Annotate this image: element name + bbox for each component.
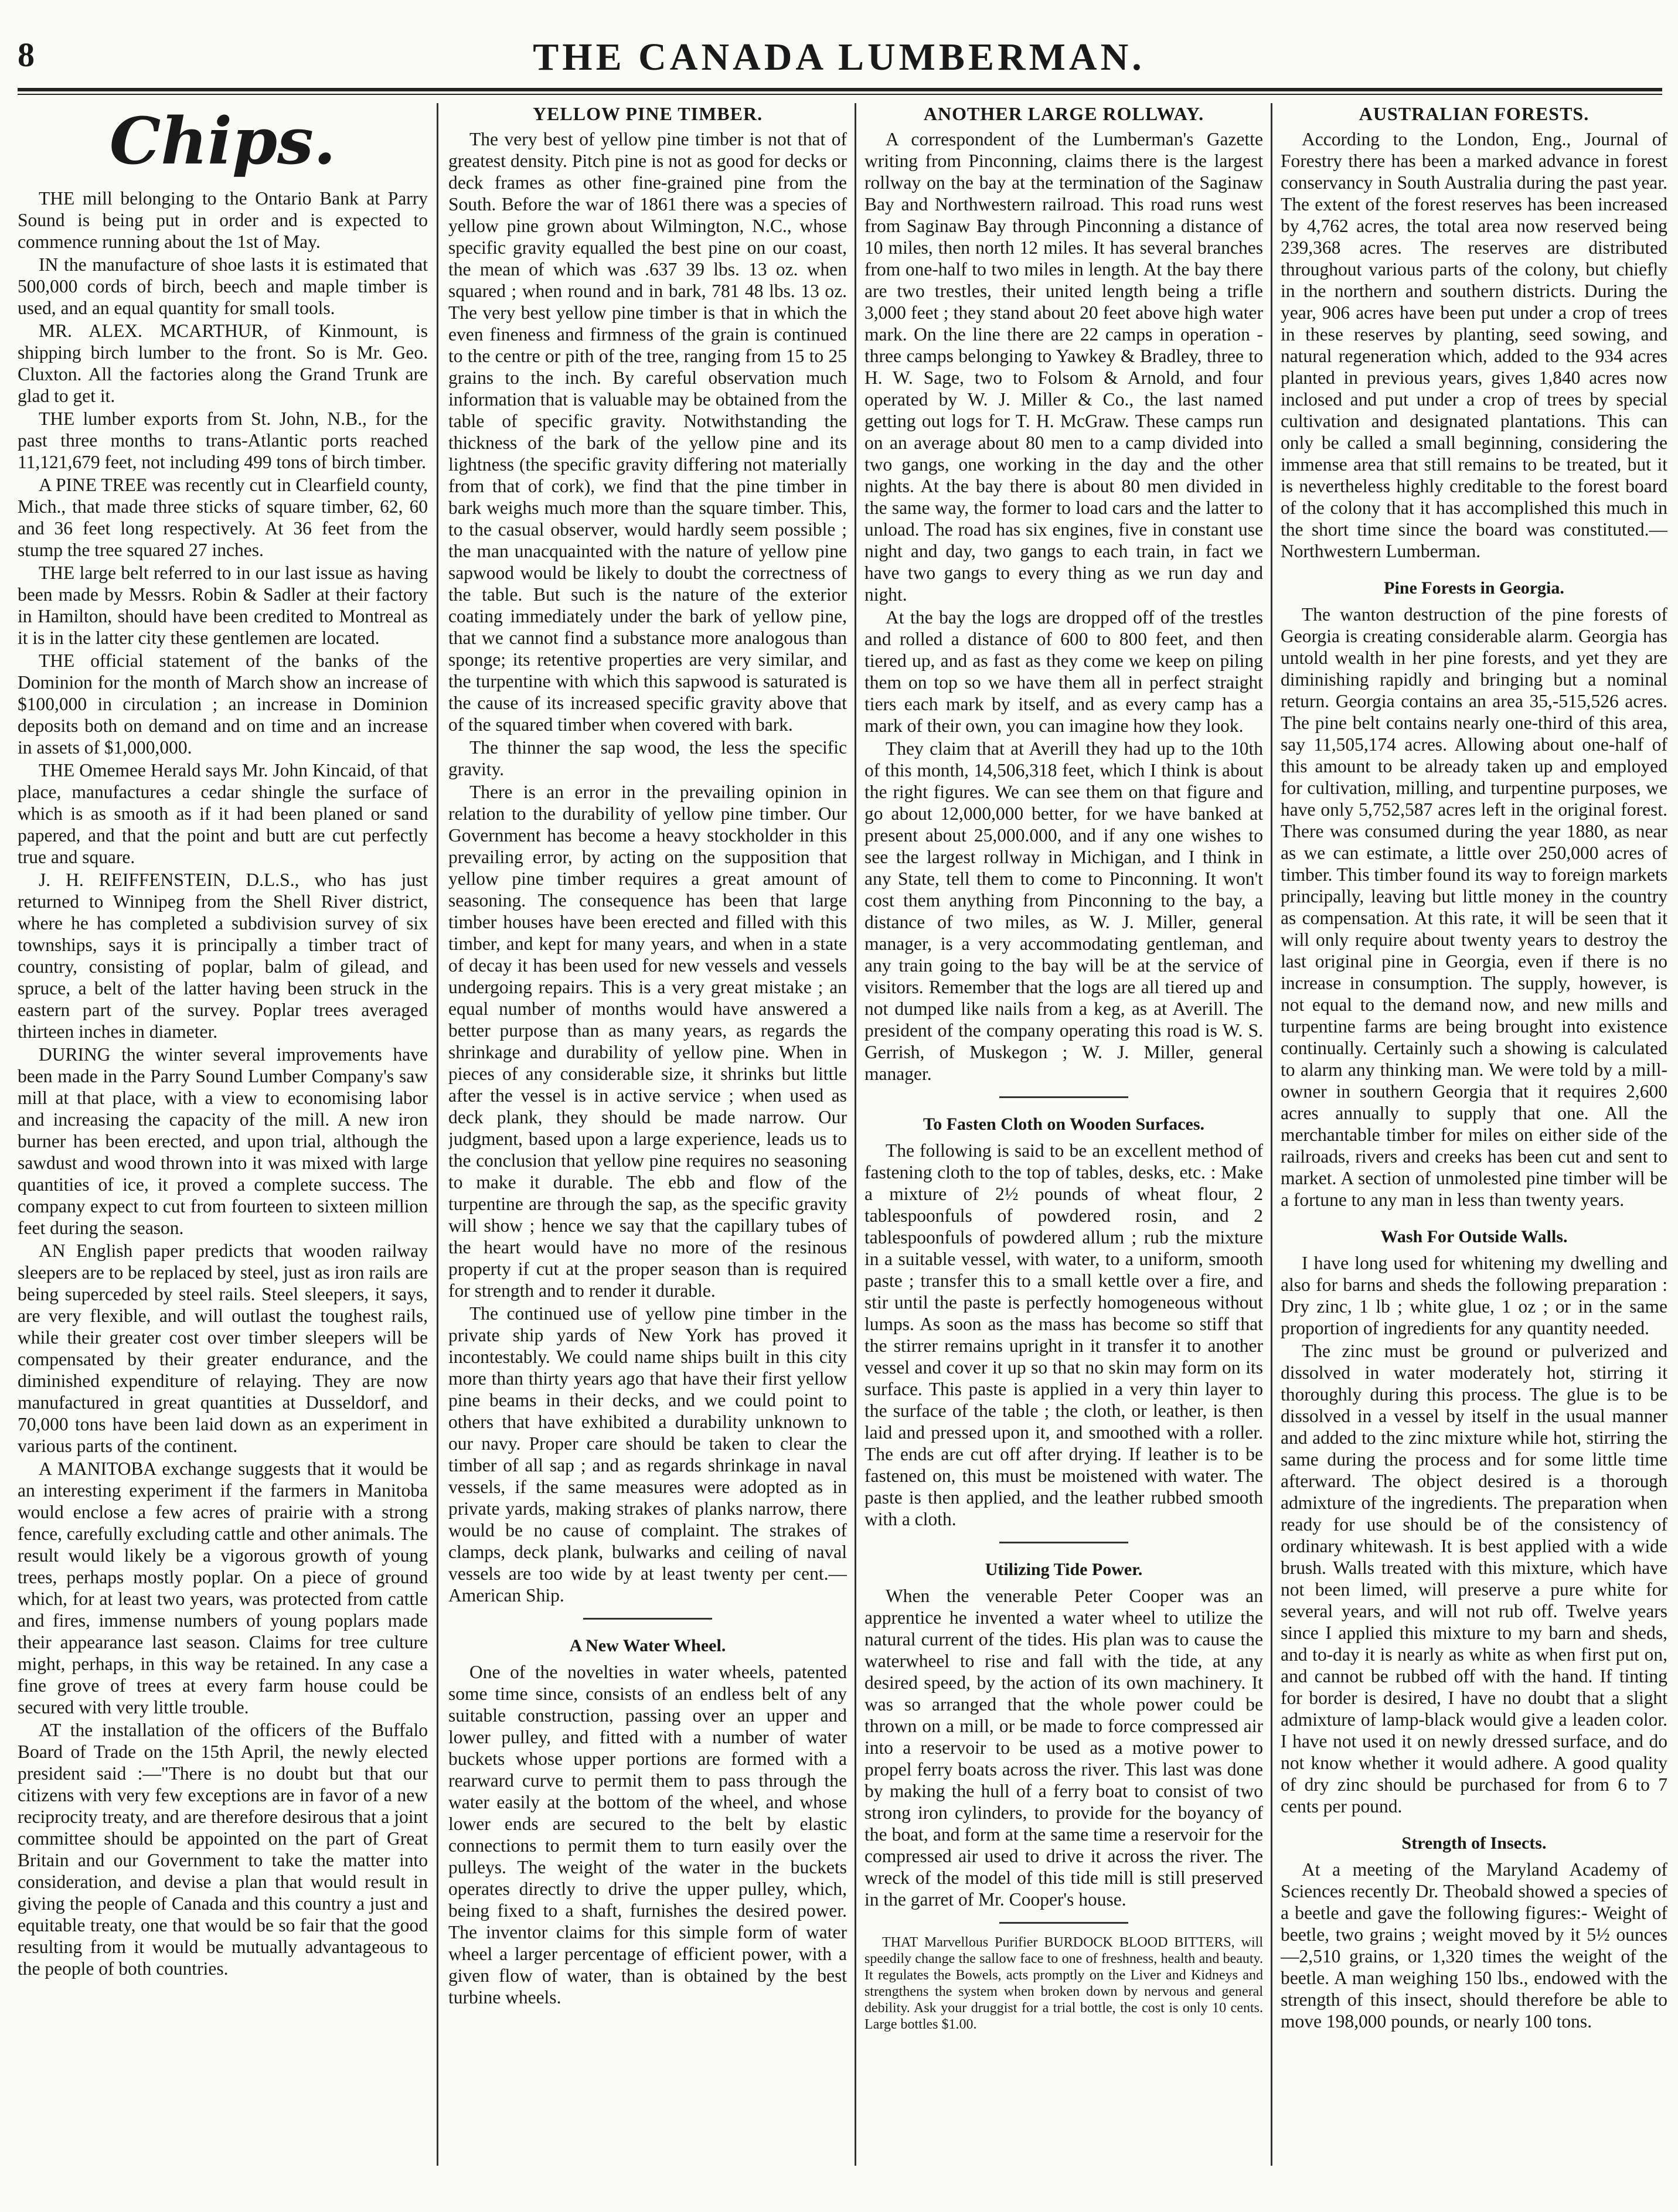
section-heading-chips: Chips.	[109, 103, 336, 179]
paragraph: THE large belt referred to in our last issue as having been made by Messrs. Robin & Sadler at their factory in Hamilton, should have been credited to Montreal as it is in the latter city these gentlemen are located.	[18, 563, 428, 648]
advertisement-burdock: THAT Marvellous Purifier BURDOCK BLOOD BITTERS, will speedily change the sallow face to one of freshness, health and beauty. It regulates the Bowels, acts promptly on the Liver and Kidneys and strengthens the system when broken down by nervous and general debility. Ask your druggist for a trial bottle, the cost is only 10 cents. Large bottles $1.00.	[864, 1935, 1263, 2032]
paragraph: The continued use of yellow pine timber in the private ship yards of New York has proved it incontestably. We could name ships built in this city more than thirty years ago that have their first yellow pine beams in their decks, and we could point to others that have exhibited a durability unknown to our navy. Proper care should be taken to clear the timber of all sap ; and as regards shrinkage in naval vessels, if the same measures were adopted as in private yards, making strakes of planks narrow, there would be no cause of complaint. The strakes of clamps, deck plank, bulwarks and ceiling of naval vessels are too wide by at least twenty per cent.—American Ship.	[448, 1303, 847, 1606]
column-divider	[855, 103, 856, 2166]
paragraph: THE mill belonging to the Ontario Bank at Parry Sound is being put in order and is expected to commence running about the 1st of May.	[18, 188, 428, 252]
paragraph: AT the installation of the officers of the Buffalo Board of Trade on the 15th April, the newly elected president said :—"There is no doubt but that our citizens with very few exceptions are in favor of a new reciprocity treaty, and are therefore desirous that a joint committee should be appointed on the part of Great Britain and our Government to take the matter into consideration, and devise a plan that would result in giving the people of Canada and this country a just and equitable treaty, one that would be so fair that the good resulting from it would be mutually advantageous to the people of both countries.	[18, 1720, 428, 1979]
fasten-cloth-paragraphs	[864, 1140, 1263, 1530]
yellow-pine-paragraphs	[448, 128, 847, 1606]
section-rule	[999, 1542, 1128, 1543]
newspaper-title: THE CANADA LUMBERMAN.	[533, 36, 1145, 79]
insects-paragraphs	[1281, 1859, 1667, 2032]
page-number: 8	[18, 36, 35, 74]
paragraph: THE Omemee Herald says Mr. John Kincaid, of that place, manufactures a cedar shingle the surface of which is as smooth as if it had been planed or sand papered, and that the point and butt are cut perfectly true and square.	[18, 760, 428, 867]
paragraph: J. H. REIFFENSTEIN, D.L.S., who has just returned to Winnipeg from the Shell River district, where he has completed a subdivision survey of six townships, says it is principally a timber tract of country, consisting of poplar, balm of gilead, and spruce, a belt of the latter having been struck in the eastern part of the survey. Poplar trees averaged thirteen inches in diameter.	[18, 870, 428, 1042]
paragraph: The following is said to be an excellent method of fastening cloth to the top of tables, desks, etc. : Make a mixture of 2½ pounds of wheat flour, 2 tablespoonfuls of powdered rosin, and 2 tablespoonfuls of powdered allum ; rub the mixture in a suitable vessel, with water, to a uniform, smooth paste ; transfer this to a small kettle over a fire, and stir until the paste is perfectly homogeneous without lumps. As soon as the mass has become so stiff that the stirrer remains upright in it transfer it to another vessel and cover it up so that no skin may form on its surface. This paste is applied in a very thin layer to the surface of the table ; the cloth, or leather, is then laid and pressed upon it, and smoothed with a roller. The ends are cut off after drying. If leather is to be fastened on, this must be moistened with water. The paste is then applied, and the leather rubbed smooth with a cloth.	[864, 1140, 1263, 1529]
paragraph: THE official statement of the banks of the Dominion for the month of March show an increase of $100,000 in circulation ; an increase in Dominion deposits both on demand and on time and an increase in assets of $1,000,000.	[18, 650, 428, 758]
paragraph: THE lumber exports from St. John, N.B., for the past three months to trans-Atlantic ports reached 11,121,679 feet, not including 499 tons of birch timber.	[18, 408, 428, 472]
rollway-paragraphs	[864, 128, 1263, 1085]
wash-paragraphs	[1281, 1252, 1667, 1817]
paragraph: According to the London, Eng., Journal of Forestry there has been a marked advance in forest conservancy in South Australia during the past year. The extent of the forest reserves has been increased by 4,762 acres, the total area now reserved being 239,368 acres. The reserves are distributed throughout various parts of the colony, but chiefly in the northern and southern districts. During the year, 906 acres have been put under a crop of trees in these reserves by planting, seed sowing, and natural regeneration which, added to the 934 acres planted in previous years, gives 1,840 acres now inclosed and put under a crop of trees by special cultivation and designated plantations. This can only be called a small beginning, considering the immense area that still remains to be treated, but it is nevertheless highly creditable to the forest board of the colony that it has accomplished this much in the short time since the board was constituted.—Northwestern Lumberman.	[1281, 129, 1667, 561]
article-heading-fasten-cloth: To Fasten Cloth on Wooden Surfaces.	[923, 1114, 1205, 1134]
paragraph: At the bay the logs are dropped off of the trestles and rolled a distance of 600 to 800 feet, and then tiered up, and as fast as they come we keep on piling them on top so we have them all in perfect straight tiers each mark by itself, and as every camp has a mark of their own, you can imagine how they look.	[864, 607, 1263, 736]
paragraph: The very best of yellow pine timber is not that of greatest density. Pitch pine is not as good for decks or deck frames as other fine-grained pine from the South. Before the war of 1861 there was a species of yellow pine grown about Wilmington, N.C., whose specific gravity equalled the best pine on our coast, the mean of which was .637 39 lbs. 13 oz. when squared ; when round and in bark, 781 48 lbs. 13 oz. The very best yellow pine timber is that in which the even fineness and firmness of the grain is continued to the centre or pith of the tree, ranging from 15 to 25 grains to the inch. By careful observation much information that is valuable may be obtained from the table of specific gravity. Notwithstanding the thickness of the bark of the yellow pine and its lightness (the specific gravity differing not materially from that of cork), we find that the pine timber in bark weighs much more than the square timber. This, to the casual observer, would hardly seem possible ; the man unacquainted with the nature of yellow pine sapwood would be likely to doubt the correctness of the table. But such is the nature of the exterior coating immediately under the bark of yellow pine, that we cannot find a substance more analogous than sponge; its retentive properties are very similar, and the turpentine with which this sapwood is saturated is the cause of its increased specific gravity above that of the squared timber when covered with bark.	[448, 129, 847, 735]
masthead	[0, 35, 1678, 82]
paragraph: The thinner the sap wood, the less the specific gravity.	[448, 737, 847, 779]
article-heading-rollway: ANOTHER LARGE ROLLWAY.	[923, 103, 1204, 124]
header-rule-thin	[18, 94, 1662, 95]
paragraph: A MANITOBA exchange suggests that it would be an interesting experiment if the farmers in Manitoba would enclose a few acres of prairie with a strong fence, carefully excluding cattle and other animals. The result would likely be a vigorous growth of young trees, perhaps mostly poplar. On a piece of ground which, for at least two years, was protected from cattle and fires, immense numbers of young poplars made their appearance last season. Claims for tree culture might, perhaps, in this way be retained. In any case a fine grove of trees at every farm house could be secured with very little trouble.	[18, 1458, 428, 1717]
section-rule	[999, 1922, 1128, 1924]
column-divider	[1271, 103, 1272, 2166]
article-heading-australian-forests: AUSTRALIAN FORESTS.	[1359, 103, 1589, 124]
australian-forests-paragraphs	[1281, 128, 1667, 562]
section-rule	[583, 1618, 712, 1620]
paragraph: DURING the winter several improvements have been made in the Parry Sound Lumber Company's saw mill at that place, with a view to economising labor and increasing the capacity of the mill. A new iron burner has been erected, and upon trial, although the sawdust and wood thrown into it was mixed with large quantities of ice, it proved a complete success. The company expect to cut from fourteen to sixteen million feet during the season.	[18, 1044, 428, 1238]
article-heading-georgia: Pine Forests in Georgia.	[1384, 578, 1564, 598]
column-yellow-pine	[448, 103, 847, 2166]
paragraph: A correspondent of the Lumberman's Gazette writing from Pinconning, claims there is the largest rollway on the bay at the termination of the Saginaw Bay and Northwestern railroad. This road runs west from Saginaw Bay through Pinconning a distance of 10 miles, then north 12 miles. It has several branches from one-half to two miles in length. At the bay there are two trestles, their united length being a trifle 3,000 feet ; they stand about 20 feet above high water mark. On the line there are 22 camps in operation - three camps belonging to Yawkey & Bradley, three to H. W. Sage, two to Folsom & Arnold, and four operated by W. J. Miller & Co., the last named getting out logs for T. H. McGraw. These camps run on an average about 80 men to a camp divided into two gangs, one working in the day and the other nights. At the bay there is about 80 men divided in the same way, the former to load cars and the latter to unload. The road has six engines, five in constant use night and day, two gangs to each train, in fact we have two gangs to every thing as we run day and night.	[864, 129, 1263, 605]
section-rule	[999, 1096, 1128, 1098]
column-chips	[18, 103, 428, 2166]
paragraph: At a meeting of the Maryland Academy of Sciences recently Dr. Theobald showed a species of a beetle and gave the following figures:- Weight of beetle, two grains ; weight moved by it 5½ ounces—2,510 grains, or 1,320 times the weight of the beetle. A man weighing 150 lbs., endowed with the strength of this insect, should therefore be able to move 198,000 pounds, or nearly 100 tons.	[1281, 1859, 1667, 2032]
paragraph: I have long used for whitening my dwelling and also for barns and sheds the following preparation : Dry zinc, 1 lb ; white glue, 1 oz ; or in the same proportion of ingredients for any quantity needed.	[1281, 1253, 1667, 1338]
paragraph: The zinc must be ground or pulverized and dissolved in water moderately hot, stirring it thoroughly during this process. The glue is to be dissolved in a vessel by itself in the usual manner and added to the zinc mixture while hot, stirring the same during the process and for some little time afterward. The object desired is a thorough admixture of the ingredients. The preparation when ready for use should be of the consistency of ordinary whitewash. It is best applied with a wide brush. Walls treated with this mixture, which have not been limed, will preserve a pure white for several years, and will not rub off. Twelve years since I applied this mixture to my barn and sheds, and to-day it is nearly as white as when first put on, and cannot be rubbed off with the hand. If tinting for border is desired, I have no doubt that a slight admixture of lamp-black would give a leaden color. I have not used it on newly dressed surface, and do not know whether it would adhere. A good quality of dry zinc should be purchased for from 6 to 7 cents per pound.	[1281, 1341, 1667, 1816]
article-heading-insects: Strength of Insects.	[1401, 1833, 1547, 1853]
paragraph: When the venerable Peter Cooper was an apprentice he invented a water wheel to utilize the natural current of the tides. His plan was to cause the waterwheel to rise and fall with the tide, at any desired speed, by the action of its own machinery. It was so arranged that the whole power could be thrown on a mill, or be made to force compressed air into a reservoir to be used as a motive power to propel ferry boats across the river. This last was done by making the hull of a ferry boat to consist of two strong iron cylinders, to provide for the boyancy of the boat, and form at the same time a reservoir for the compressed air used to drive it across the river. The wreck of the model of this tide mill is still preserved in the garret of Mr. Cooper's house.	[864, 1586, 1263, 1910]
paragraph: IN the manufacture of shoe lasts it is estimated that 500,000 cords of birch, beech and maple timber is used, and an equal quantity for small tools.	[18, 254, 428, 318]
paragraph: MR. ALEX. MCARTHUR, of Kinmount, is shipping birch lumber to the front. So is Mr. Geo. Cluxton. All the factories along the Grand Trunk are glad to get it.	[18, 321, 428, 406]
paragraph: AN English paper predicts that wooden railway sleepers are to be replaced by steel, just as iron rails are being superceded by steel rails. Steel sleepers, it says, are very flexible, and will outlast the toughest rails, while their greater cost over timber sleepers will be compensated by their greater endurance, and the diminished expenditure of relaying. They are now manufactured in great quantities at Dusseldorf, and 70,000 tons have been laid down as an experiment in various parts of the continent.	[18, 1240, 428, 1456]
water-wheel-paragraphs	[448, 1661, 847, 2008]
georgia-paragraphs	[1281, 604, 1667, 1211]
paragraph: There is an error in the prevailing opinion in relation to the durability of yellow pine timber. Our Government has become a heavy stockholder in this prevailing error, by acting on the supposition that yellow pine timber requires a great amount of seasoning. The consequence has been that large timber houses have been erected and filled with this timber, and kept for many years, and when in a state of decay it has been used for new vessels and vessels undergoing repairs. This is a very great mistake ; an equal number of months would have answered a better purpose than as many years, as regards the shrinkage and durability of yellow pine. When in pieces of any considerable size, it shrinks but little after the vessel is in active service ; when used as deck plank, they should be made narrow. Our judgment, based upon a large experience, leads us to the conclusion that yellow pine requires no seasoning to make it durable. The ebb and flow of the turpentine are through the sap, as the specific gravity will show ; hence we say that the capillary tubes of the heart would have no more of the resinous property if cut at the proper season than is required for strength and to render it durable.	[448, 782, 847, 1301]
paragraph: They claim that at Averill they had up to the 10th of this month, 14,506,318 feet, which I think is about the right figures. We can see them on that figure and go about 12,000,000 better, for we have banked at present about 25,000.000, and if any one wishes to see the largest rollway in Michigan, and I think in any State, tell them to come to Pinconning. It won't cost them anything from Pinconning to the bay, a distance of two miles, as W. J. Miller, general manager, is a very accommodating gentleman, and any train going to the bay will be at the service of visitors. Remember that the logs are all tiered up and not dumped like nails from a keg, as at Averill. The president of the company operating this road is W. S. Gerrish, of Muskegon ; W. J. Miller, general manager.	[864, 738, 1263, 1084]
header-rule	[18, 88, 1662, 91]
paragraph: A PINE TREE was recently cut in Clearfield county, Mich., that made three sticks of square timber, 62, 60 and 36 feet long respectively. At 36 feet from the stump the tree squared 27 inches.	[18, 475, 428, 560]
column-divider	[437, 103, 438, 2166]
tide-power-paragraphs	[864, 1585, 1263, 1910]
article-heading-water-wheel: A New Water Wheel.	[569, 1636, 726, 1655]
article-heading-tide-power: Utilizing Tide Power.	[985, 1560, 1143, 1579]
chips-paragraphs	[18, 188, 428, 1979]
column-rollway	[864, 103, 1263, 2166]
column-australian-forests	[1281, 103, 1667, 2166]
article-heading-wash: Wash For Outside Walls.	[1380, 1227, 1568, 1246]
paragraph: One of the novelties in water wheels, patented some time since, consists of an endless belt of any suitable construction, passing over an upper and lower pulley, and fitted with a number of water buckets whose upper portions are formed with a rearward curve to permit them to pass through the water easily at the bottom of the wheel, and whose lower ends are secured to the belt by elastic connections to permit them to turn easily over the pulleys. The weight of the water in the buckets operates directly to drive the upper pulley, which, being fixed to a shaft, furnishes the desired power. The inventor claims for this simple form of water wheel a larger percentage of efficient power, with a given flow of water, than is obtained by the best turbine wheels.	[448, 1662, 847, 2007]
article-heading-yellow-pine: YELLOW PINE TIMBER.	[532, 103, 763, 124]
paragraph: The wanton destruction of the pine forests of Georgia is creating considerable alarm. Georgia has untold wealth in her pine forests, and yet they are diminishing rapidly and bringing but a nominal return. Georgia contains an area 35,-515,526 acres. The pine belt contains nearly one-third of this area, say 11,505,174 acres. Allowing about one-half of this amount to be already taken up and employed for cultivation, milling, and turpentine purposes, we have only 5,752,587 acres left in the original forest. There was consumed during the year 1880, as near as we can estimate, a little over 250,000 acres of timber. This timber found its way to foreign markets principally, leaving but little money in the country as compensation. At this rate, it will be seen that it will only require about twenty years to destroy the last original pine in Georgia, even if there is no increase in consumption. The supply, however, is not equal to the demand now, and new mills and turpentine farms are being brought into existence continually. Certainly such a showing is calculated to alarm any thinking man. We were told by a mill-owner in southern Georgia that it requires 2,600 acres annually to supply that one. All the merchantable timber for miles on either side of the railroads, rivers and creeks has been cut and sent to market. A section of unmolested pine timber will be a fortune to any man in less than twenty years.	[1281, 604, 1667, 1210]
